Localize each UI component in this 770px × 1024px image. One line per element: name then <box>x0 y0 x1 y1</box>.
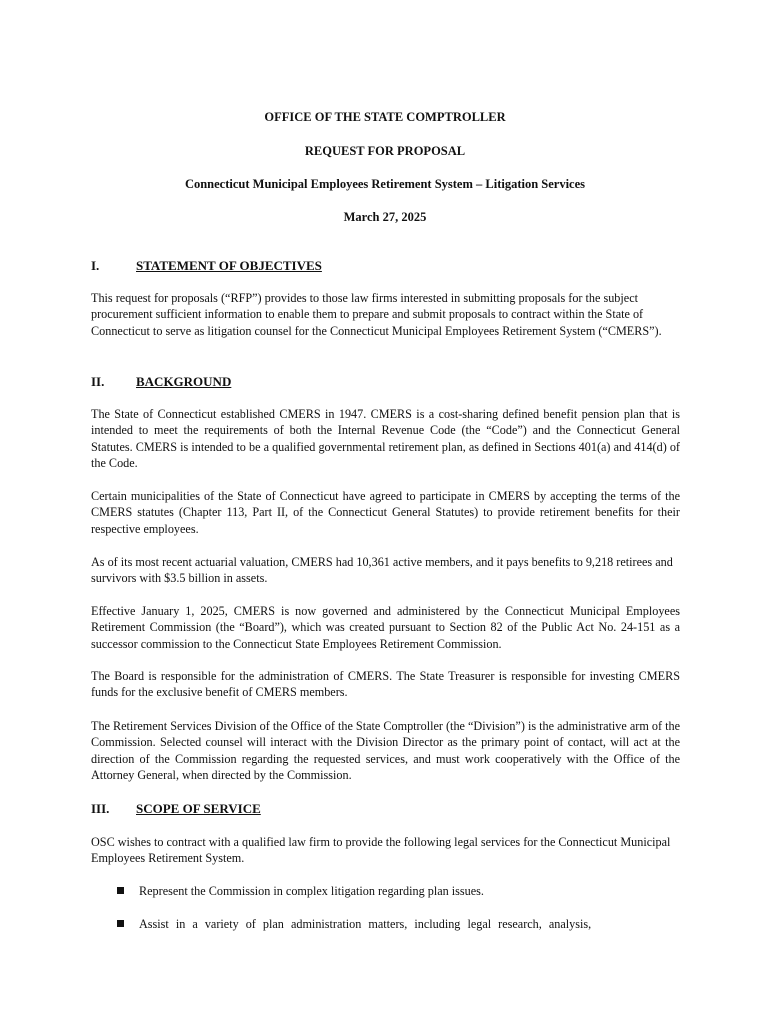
office-title: OFFICE OF THE STATE COMPTROLLER <box>264 110 506 124</box>
background-paragraph: As of its most recent actuarial valuation, CMERS had 10,361 active members, and it pays benefits to 9,218 retirees and survivors with $3.5 billion in assets. <box>91 555 673 586</box>
section-title: STATEMENT OF OBJECTIVES <box>136 258 322 273</box>
background-paragraph: Effective January 1, 2025, CMERS is now governed and administered by the Connecticut Municipal Employees Retirement Commission (the “Board”), which was created pursuant to Section 82 of the Public Act No. 24-151 as a successor commission to the Connecticut State Employees Retirement Commission. <box>91 604 680 651</box>
document-type: REQUEST FOR PROPOSAL <box>304 144 466 158</box>
section-heading-background <box>91 374 231 390</box>
list-item-text: Assist in a variety of plan administration matters, including legal research, analysis, <box>139 917 592 931</box>
section-heading-scope <box>91 801 261 817</box>
square-bullet-icon <box>117 920 124 927</box>
section-number: III. <box>91 801 110 816</box>
section-heading-objectives <box>91 258 322 274</box>
document-subject: Connecticut Municipal Employees Retirement System – Litigation Services <box>184 177 586 191</box>
background-paragraph: The Retirement Services Division of the Office of the State Comptroller (the “Division”) is the administrative arm of the Commission. Selected counsel will interact with the Division Director as the primary point of contact, will act at the direction of the Commission regarding the requested services, and must work cooperatively with the Office of the Attorney General, when directed by the Commission. <box>91 719 680 783</box>
background-paragraph: The State of Connecticut established CMERS in 1947. CMERS is a cost-sharing defined benefit pension plan that is intended to meet the requirements of both the Internal Revenue Code (the “Code”) and the Connecticut General Statutes. CMERS is intended to be a qualified governmental retirement plan, as defined in Sections 401(a) and 414(d) of the Code. <box>91 407 680 471</box>
objectives-paragraph: This request for proposals (“RFP”) provides to those law firms interested in submitting proposals for the subject procurement sufficient information to enable them to prepare and submit proposals to contract within the State of Connecticut to serve as litigation counsel for the Connecticut Municipal Employees Retirement System (“CMERS”). <box>91 291 662 338</box>
scope-paragraph: OSC wishes to contract with a qualified law firm to provide the following legal services for the Connecticut Municipal Employees Retirement System. <box>91 835 671 866</box>
square-bullet-icon <box>117 887 124 894</box>
document-date: March 27, 2025 <box>343 210 427 224</box>
section-number: II. <box>91 374 105 389</box>
list-item-text: Represent the Commission in complex litigation regarding plan issues. <box>139 884 484 898</box>
section-number: I. <box>91 258 100 273</box>
background-paragraph: The Board is responsible for the administration of CMERS. The State Treasurer is responsible for investing CMERS funds for the exclusive benefit of CMERS members. <box>91 669 680 700</box>
section-title: BACKGROUND <box>136 374 232 389</box>
background-paragraph: Certain municipalities of the State of Connecticut have agreed to participate in CMERS by accepting the terms of the CMERS statutes (Chapter 113, Part II, of the Connecticut General Statutes) to provide retirement benefits for their respective employees. <box>91 489 680 536</box>
section-title: SCOPE OF SERVICE <box>136 801 261 816</box>
